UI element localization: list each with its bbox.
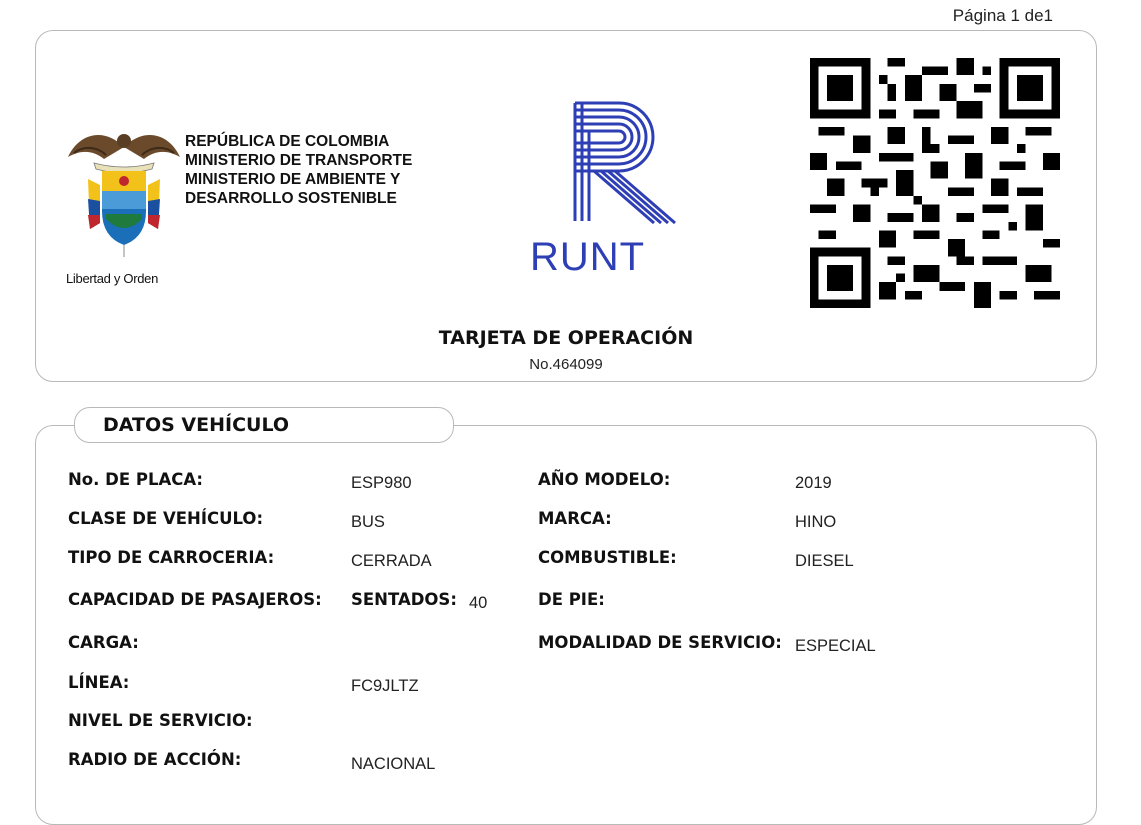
seated-label: SENTADOS: — [351, 590, 457, 609]
range-label: RADIO DE ACCIÓN: — [68, 750, 242, 769]
government-entities — [185, 132, 412, 208]
fuel-label: COMBUSTIBLE: — [538, 548, 677, 567]
range-value: NACIONAL — [351, 755, 436, 773]
line-value: FC9JLTZ — [351, 677, 419, 695]
document-number: No.464099 — [529, 356, 603, 373]
body-label: TIPO DE CARROCERIA: — [68, 548, 275, 567]
seated-value: 40 — [469, 594, 488, 612]
document-header — [35, 30, 1097, 382]
government-line: MINISTERIO DE TRANSPORTE — [185, 152, 413, 169]
document-title: TARJETA DE OPERACIÓN — [438, 327, 694, 349]
vehicle-section-tab — [74, 407, 454, 443]
fuel-value: DIESEL — [795, 552, 854, 570]
body-value: CERRADA — [351, 552, 432, 570]
class-label: CLASE DE VEHÍCULO: — [68, 509, 264, 528]
government-line: REPÚBLICA DE COLOMBIA — [185, 133, 390, 150]
class-value: BUS — [351, 513, 385, 531]
cargo-label: CARGA: — [68, 633, 139, 652]
plate-value: ESP980 — [351, 474, 412, 492]
brand-value: HINO — [795, 513, 837, 531]
coat-of-arms-icon — [64, 119, 184, 259]
standing-label: DE PIE: — [538, 590, 605, 609]
section-title: DATOS VEHÍCULO — [103, 414, 290, 436]
coat-motto: Libertad y Orden — [66, 271, 159, 286]
brand-label: MARCA: — [538, 509, 612, 528]
government-line: DESARROLLO SOSTENIBLE — [185, 190, 397, 207]
service-level-label: NIVEL DE SERVICIO: — [68, 711, 253, 730]
model-year-label: AÑO MODELO: — [538, 470, 671, 489]
service-mode-label: MODALIDAD DE SERVICIO: — [538, 633, 782, 652]
page-number: Página 1 de1 — [952, 6, 1053, 25]
model-year-value: 2019 — [795, 474, 832, 492]
qr-code-icon — [810, 58, 1060, 308]
service-mode-value: ESPECIAL — [795, 637, 876, 655]
runt-logo-text: RUNT — [530, 235, 646, 279]
line-label: LÍNEA: — [68, 673, 130, 692]
government-line: MINISTERIO DE AMBIENTE Y — [185, 171, 401, 188]
plate-label: No. DE PLACA: — [68, 470, 204, 489]
capacity-label: CAPACIDAD DE PASAJEROS: — [68, 590, 322, 609]
